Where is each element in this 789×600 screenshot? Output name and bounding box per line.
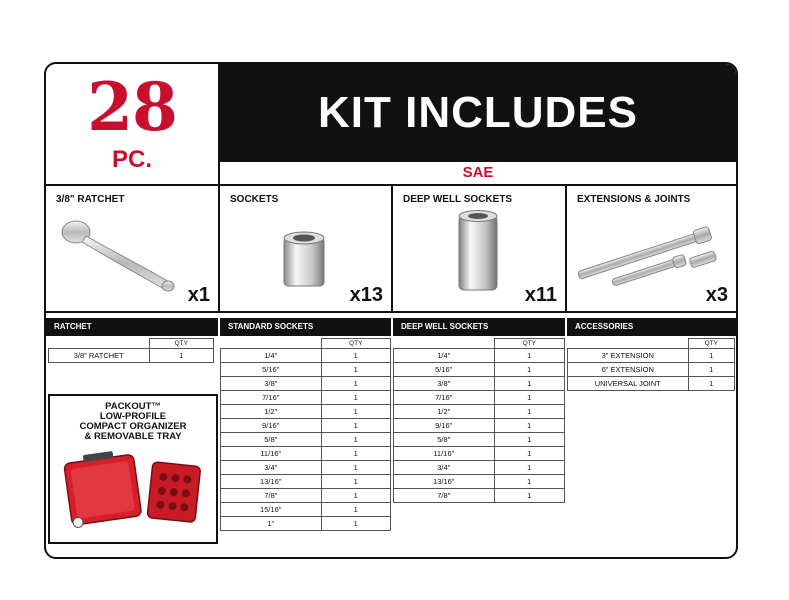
ratchet-table (48, 338, 214, 363)
table-row (221, 349, 391, 363)
organizer-case-icon (58, 446, 208, 536)
item-name: 6" EXTENSION (568, 363, 689, 377)
packout-line: COMPACT ORGANIZER (79, 421, 187, 432)
tile-title: 3/8" RATCHET (56, 194, 125, 205)
item-name: UNIVERSAL JOINT (568, 377, 689, 391)
item-name: 1/2" (394, 405, 495, 419)
standard-label: SAE (220, 162, 736, 186)
item-qty: 1 (321, 377, 391, 391)
item-name: 1/2" (221, 405, 322, 419)
item-name: 9/16" (394, 419, 495, 433)
kit-contents-card (44, 62, 738, 559)
item-name: 1" (221, 517, 322, 531)
table-row (394, 447, 565, 461)
tile-qty: x11 (524, 284, 557, 306)
qty-header: QTY (494, 339, 565, 349)
item-name: 5/8" (221, 433, 322, 447)
packout-line: LOW-PROFILE (99, 411, 167, 422)
table-row (568, 363, 735, 377)
tile-title: SOCKETS (230, 194, 279, 205)
item-name: 5/16" (221, 363, 322, 377)
item-qty: 1 (321, 461, 391, 475)
table-row (394, 363, 565, 377)
item-qty: 1 (494, 363, 565, 377)
table-row (394, 349, 565, 363)
table-row (221, 447, 391, 461)
item-qty: 1 (688, 363, 735, 377)
table-row (221, 377, 391, 391)
item-name: 7/16" (221, 391, 322, 405)
table-row (394, 391, 565, 405)
ratchet-table-header: RATCHET (46, 318, 218, 336)
table-row (568, 377, 735, 391)
table-row (221, 475, 391, 489)
item-name: 15/16" (221, 503, 322, 517)
deep-well-table (393, 338, 565, 503)
item-qty: 1 (149, 349, 214, 363)
item-qty: 1 (494, 419, 565, 433)
tile-deep-well-sockets (393, 186, 567, 313)
tile-title: DEEP WELL SOCKETS (403, 194, 513, 205)
table-row (221, 503, 391, 517)
packout-title (50, 402, 216, 442)
item-name: 3" EXTENSION (568, 349, 689, 363)
item-qty: 1 (321, 363, 391, 377)
tile-qty: x13 (349, 284, 383, 306)
item-qty: 1 (494, 461, 565, 475)
tile-title: EXTENSIONS & JOINTS (577, 194, 691, 205)
item-qty: 1 (494, 349, 565, 363)
table-row (394, 419, 565, 433)
table-row (221, 391, 391, 405)
item-name: 1/4" (221, 349, 322, 363)
item-qty: 1 (321, 419, 391, 433)
table-row (221, 405, 391, 419)
qty-header: QTY (321, 339, 391, 349)
tile-extensions-joints (567, 186, 736, 313)
page-title: KIT INCLUDES (220, 64, 736, 162)
table-row (221, 517, 391, 531)
item-qty: 1 (321, 433, 391, 447)
piece-count-box (46, 64, 220, 186)
item-qty: 1 (494, 405, 565, 419)
item-name: 3/8" (221, 377, 322, 391)
item-qty: 1 (321, 349, 391, 363)
table-row (394, 433, 565, 447)
standard-sockets-header: STANDARD SOCKETS (220, 318, 391, 336)
packout-box (48, 394, 218, 544)
table-row (394, 405, 565, 419)
standard-sockets-table (220, 338, 391, 531)
item-qty: 1 (494, 377, 565, 391)
item-qty: 1 (494, 433, 565, 447)
tile-qty: x1 (187, 284, 210, 306)
table-row (394, 377, 565, 391)
item-name: 13/16" (221, 475, 322, 489)
table-row (394, 475, 565, 489)
item-qty: 1 (494, 391, 565, 405)
table-row (568, 349, 735, 363)
item-name: 9/16" (221, 419, 322, 433)
tile-qty: x3 (705, 284, 728, 306)
item-name: 3/4" (394, 461, 495, 475)
item-qty: 1 (688, 349, 735, 363)
item-name: 11/16" (221, 447, 322, 461)
item-qty: 1 (321, 517, 391, 531)
tile-ratchet (46, 186, 220, 313)
table-row (221, 419, 391, 433)
item-qty: 1 (494, 489, 565, 503)
item-name: 7/8" (221, 489, 322, 503)
item-qty: 1 (321, 503, 391, 517)
item-name: 11/16" (394, 447, 495, 461)
item-name: 1/4" (394, 349, 495, 363)
item-qty: 1 (321, 475, 391, 489)
table-row (221, 363, 391, 377)
item-qty: 1 (321, 447, 391, 461)
qty-header: QTY (688, 339, 735, 349)
item-qty: 1 (688, 377, 735, 391)
item-qty: 1 (494, 447, 565, 461)
accessories-header: ACCESSORIES (567, 318, 736, 336)
piece-label: PC. (111, 146, 152, 173)
table-row (221, 489, 391, 503)
item-name: 7/8" (394, 489, 495, 503)
item-name: 5/16" (394, 363, 495, 377)
table-row (221, 461, 391, 475)
table-row (394, 461, 565, 475)
table-row (49, 349, 214, 363)
packout-line: PACKOUT™ (105, 401, 161, 412)
tile-sockets (220, 186, 393, 313)
item-qty: 1 (321, 391, 391, 405)
item-name: 3/8" (394, 377, 495, 391)
accessories-table (567, 338, 735, 391)
item-name: 7/16" (394, 391, 495, 405)
deep-well-header: DEEP WELL SOCKETS (393, 318, 565, 336)
item-name: 3/8" RATCHET (49, 349, 150, 363)
piece-count: 28 (87, 68, 177, 146)
item-name: 13/16" (394, 475, 495, 489)
item-name: 5/8" (394, 433, 495, 447)
qty-header: QTY (149, 339, 214, 349)
item-qty: 1 (321, 489, 391, 503)
item-qty: 1 (494, 475, 565, 489)
item-name: 3/4" (221, 461, 322, 475)
table-row (221, 433, 391, 447)
item-qty: 1 (321, 405, 391, 419)
table-row (394, 489, 565, 503)
packout-line: & REMOVABLE TRAY (84, 431, 182, 442)
